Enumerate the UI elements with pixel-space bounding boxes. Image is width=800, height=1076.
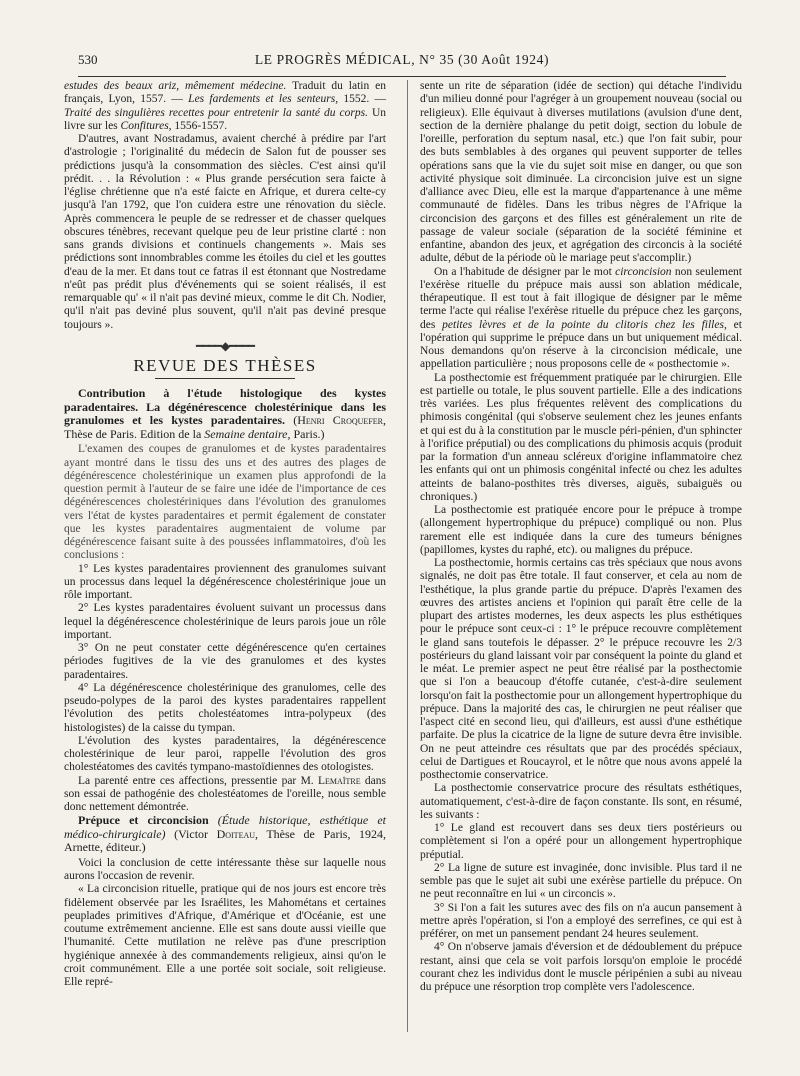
article-title <box>64 387 386 441</box>
text-run: Traduit du latin en français, Lyon, 1557. — <box>64 80 386 106</box>
page-header <box>78 52 726 72</box>
article-title-text: Contribution à l'étude histologique des kystes paradentaires. La dégénérescence cholestérinique dans les granulomes et les kystes paradentaires. <box>64 386 386 428</box>
text-run: , Thèse de Paris, 1924, Arnette, éditeur.) <box>64 826 386 855</box>
conclusion-item: 1° Les kystes paradentaires proviennent des granulomes suivant un processus dans lequel la dégénérescence cholestérinique joue un rôle important. <box>64 562 386 601</box>
text-run: On a l'habitude de désigner par le mot <box>434 265 616 278</box>
article-meta: (Henri Croquefer, Thèse de Paris. Edition de la Semaine dentaire, Paris.) <box>64 413 386 441</box>
result-item: 2° La ligne de suture est invaginée, donc invisible. Plus tard il ne semble pas que le sujet ait subi une exérèse partielle du prépuce. On ne peut reconnaître en lui « un circoncis ». <box>420 861 742 901</box>
paragraph <box>420 266 742 372</box>
italic-text: Semaine dentaire, <box>204 426 291 441</box>
article-title-text: Prépuce et circoncision <box>78 813 209 828</box>
paragraph <box>64 775 386 815</box>
text-run: dans son essai de pathogénie des cholestéatomes de l'oreille, nous semble donc nettement démontrée. <box>64 774 386 813</box>
text-run: non seulement l'exérèse rituelle du prépuce mais aussi son ablation médicale, thérapeutique. Il est tout à fait illogique de désigner par le même terme l'acte qui réalise l'exérèse rituelle du prépuce chez les garçons, des <box>420 265 743 331</box>
paragraph: La posthectomie, hormis certains cas très spéciaux que nous avons signalés, ne doit pas être totale. Il faut conserver, et cela au nom de l'esthétique, la plus grande partie du prépuce. D'après l'examen des œuvres des artistes anciens et l'opinion qui paraît être celle de la plupart des artistes modernes, les deux aspects les plus esthétiques pour le prépuce sont ceux-ci : 1° le prépuce recouvre complètement le gland sans toutefois le dépasser. 2° le prépuce recouvre les 2/3 postérieurs du gland laissant voir par conséquent la pointe du gland et le méat. Le premier aspect ne peut être réalisé par la posthectomie que si l'on a beaucoup d'étoffe cutanée, c'est-à-dire seulement lorsqu'on fait la posthectomie pour un allongement hypertrophique du prépuce. Dans la majorité des cas, le chirurgien ne peut réaliser que l'aspect cité en second lieu, qui d'ailleurs, est aussi d'une esthétique parfaite. De plus la cicatrice de la ligne de suture devra être invisible. On ne peut atteindre ces résultats que par des procédés spéciaux, celui de Dartigues et Roucayrol, et le nôtre que nous avons appelé la posthectomie conservatrice. <box>420 557 742 781</box>
paragraph: sente un rite de séparation (idée de section) qui détache l'individu d'un milieu donné pour l'agréger à un groupement nouveau (social ou religieux). Elle équivaut à diverses mutilations (avulsion d'une dent, section de la dernière phalange du petit doigt, section du lobule de l'oreille, perforation du septum nasal, etc.) que l'on fait subir, pour des buts semblables à des organes qui peuvent supporter de telles opérations sans que la vie du sujet soit mise en danger, ou que son activité physique soit diminuée. La circoncision juive est un signe d'alliance avec Dieu, elle est la marque d'appartenance à une même communauté de fidèles. Dans les tribus nègres de l'Afrique la circoncision des garçons et des filles est généralement un rite de passage de valeur sociale (séparation de la société féminine et enfantine, abandon des jeux, et agrégation des circoncis à la société adulte, début de la période où le mariage peut s'accomplir.) <box>420 80 742 265</box>
paragraph: L'évolution des kystes paradentaires, la dégénérescence cholestérinique de leur paroi, rappelle l'évolution des gros cholestéatomes des cavités tympano-mastoïdiennes des otologistes. <box>64 734 386 774</box>
article-title <box>64 814 386 855</box>
italic-text: Confitures, <box>120 119 172 132</box>
page-number: 530 <box>78 52 98 67</box>
result-item: 4° On n'observe jamais d'éversion et de dédoublement du prépuce restant, ainsi que cela se voit parfois lorsqu'on emploie le procédé courant chez les individus dont le muscle péripénien a subi au niveau du prépuce une résorption trop complète vers l'adolescence. <box>420 941 742 993</box>
column-divider <box>407 80 408 1032</box>
text-run: (Victor <box>165 826 217 841</box>
conclusion-item: 4° La dégénérescence cholestérinique des granulomes, celle des pseudo-polypes de la paroi des kystes paradentaires rappellent l'évolution des petits cholestéatomes intra-polypeux (des histologistes) de la caisse du tympan. <box>64 681 386 734</box>
paragraph: L'examen des coupes de granulomes et de kystes paradentaires ayant montré dans le tissu des uns et des autres des plages de dégénérescence cholestérinique un examen plus approfondi de la question permit à l'auteur de se faire une idée de l'importance de ces dégénérescences cholestériniques dans l'évolution des granulomes vers l'état de kystes paradentaires et permit également de constater que les kystes paradentaires augmentaient de volume par dégénérescence faisant suite à des poussées inflammatoires, d'où les conclusions : <box>64 443 386 562</box>
section-rule <box>155 378 295 379</box>
italic-text: (Étude historique, esthétique et médico-chirurgicale) <box>64 813 387 841</box>
result-item: 1° Le gland est recouvert dans ses deux tiers postérieurs ou complètement si l'on a opéré pour un allongement hypertrophique préputial. <box>420 822 742 861</box>
right-column <box>420 80 742 994</box>
paragraph <box>64 80 386 133</box>
italic-text: Les fardements et les senteurs, <box>188 93 339 106</box>
paragraph: Voici la conclusion de cette intéressante thèse sur laquelle nous aurons l'occasion de revenir. <box>64 856 386 882</box>
paragraph: La posthectomie est fréquemment pratiquée par le chirurgien. Elle est partielle ou totale, le plus souvent partielle. Elle a des indications très variées. Les plus fréquentes relèvent des complications du phimosis congénital (qui s'observe seulement chez les jeunes enfants et qui est du à la constitution par le muscle péri-pénien, d'un sphincter à l'orifice préputial) ou des complications du phimosis acquis (produit par la formation d'un anneau scléreux d'origine inflammatoire chez les enfants qui ont un phimosis congénital infecté ou chez les adultes atteints de balano-posthites très diverses, aiguës, subaiguës ou chroniques.) <box>420 371 742 503</box>
text-run: Un livre sur les <box>64 106 387 132</box>
text-run: La parenté entre ces affections, pressentie par M. <box>78 774 319 787</box>
italic-text: estudes des beaux ariz, mêmement médecine. <box>64 80 287 92</box>
paragraph: D'autres, avant Nostradamus, avaient cherché à prédire par l'art d'astrologie ; l'originalité du médecin de Salon fut de pousser ses prédictions jusqu'à la consommation des siècles. C'est ainsi qu'il prédit. . . la Révolution : « Plus grande persécution sera faicte à l'église chrétienne que n'a esté faicte en Afrique, et durera celte-cy jusqu'à l'an 1792, que l'on cuidera estre une rénovation du siècle. Après commencera le peuple de se redresser et de chasser quelques obscures ténèbres, recevant quelque peu de leur pristine clarté : non sans grands divisions et continuels changements ». Mais ses prédictions sont innombrables comme les étoiles du ciel et les gouttes d'eau de la mer. Et dans tout ce fatras il est étonnant que Nostredame n'eût pas prédit plus d'événements qui se soient réalisés, il est remarquable qu' « il n'ait pas deviné mieux, comme le dit Ch. Nodier, qu'il n'ait pas deviné plus souvent, qu'il n'ait pas deviné presque toujours ». <box>64 133 386 331</box>
running-title: LE PROGRÈS MÉDICAL, N° 35 (30 Août 1924) <box>254 52 550 67</box>
header-rule <box>78 76 726 77</box>
result-item: 3° Si l'on a fait les sutures avec des fils on n'a aucun pansement à mettre après l'opération, si l'on a employé des serrefines, ce qui est à préférer, on met un pansement pendant 24 heures seulement. <box>420 901 742 940</box>
text-run: et l'opération qui supprime le prépuce dans un but uniquement médical. Nous demandons qu'on réserve à la circoncision médicale, une appellation particulière ; nous proposons celle de « posthectomie ». <box>420 318 742 371</box>
italic-text: circoncision <box>615 265 672 278</box>
left-column <box>64 80 386 989</box>
italic-text: petites lèvres et de la pointe du clitoris chez les filles, <box>442 318 727 331</box>
author-name: Henri Croquefer <box>297 413 383 428</box>
text-run: 1552. — <box>338 93 387 106</box>
text-run: Paris.) <box>290 426 325 441</box>
section-ornament: ━━━━◆━━━━ <box>195 338 255 353</box>
paragraph: « La circoncision rituelle, pratique qui de nos jours est encore très fidèlement observée par les Israélites, les Mahométans et certaines peuplades primitives d'Afrique, d'Amérique et d'Océanie, est une coutume extrêmement ancienne. Elle est sans doute aussi vieille que l'humanité. Cette mutilation ne relève pas d'une prescription hygiénique annexée à des commandements religieux, ainsi qu'on le croit communément. Elle a une portée soit sociale, soit religieuse. Elle repré- <box>64 883 386 988</box>
text-run: 1556-1557. <box>171 119 228 132</box>
text-run: , Thèse de Paris. Edition de la <box>64 413 386 441</box>
author-name: Lemaître <box>318 774 361 787</box>
conclusion-item: 3° On ne peut constater cette dégénérescence qu'en certaines périodes fugitives de la vie des granulomes et des kystes paradentaires. <box>64 642 386 681</box>
italic-text: Traité des singulières recettes pour entretenir la santé du corps. <box>64 106 368 119</box>
conclusion-item: 2° Les kystes paradentaires évoluent suivant un processus dans lequel la dégénérescence cholestérinique de leurs parois joue un rôle important. <box>64 602 386 641</box>
section-title: REVUE DES THÈSES <box>133 356 317 375</box>
paragraph: La posthectomie est pratiquée encore pour le prépuce à trompe (allongement hypertrophique du prépuce) compliqué ou non. Plus rarement elle est indiquée dans la cure des tumeurs bénignes (papillomes, kystes du raphé, etc). ou malignes du prépuce. <box>420 504 742 556</box>
author-name: Doiteau <box>216 826 256 841</box>
paragraph: La posthectomie conservatrice procure des résultats esthétiques, automatiquement, c'est-à-dire de façon constante. Ils sont, en résumé, les suivants : <box>420 782 742 821</box>
